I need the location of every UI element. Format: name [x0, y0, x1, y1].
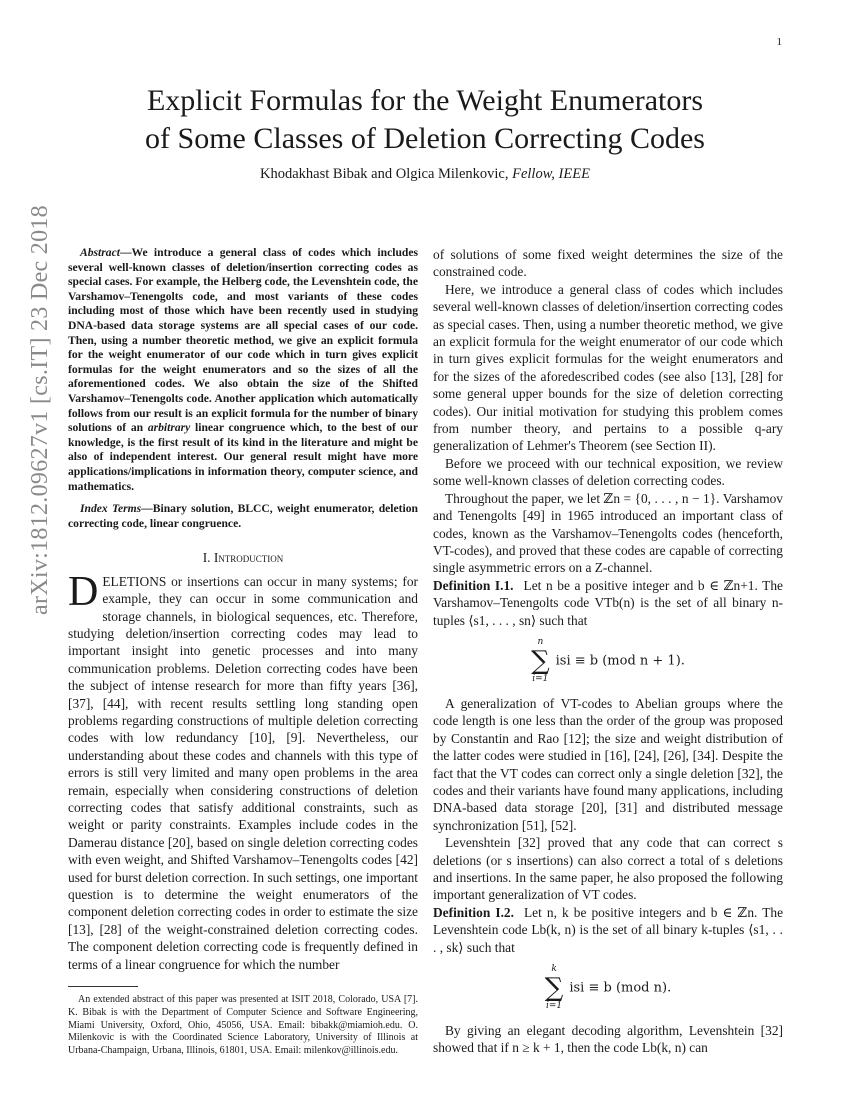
- authors: Khodakhast Bibak and Olgica Milenkovic,: [260, 166, 509, 182]
- author-affiliation: Fellow, IEEE: [512, 166, 590, 182]
- equation-1: [433, 637, 783, 685]
- sigma-symbol: ∑: [544, 973, 564, 1004]
- definition-2: [433, 904, 783, 956]
- sum-upper: k: [551, 964, 557, 975]
- paragraph: By giving an elegant decoding algorithm, Levenshtein [32] showed that if n ≥ k + 1, then the code Lb(k, n) can: [433, 1023, 783, 1056]
- sum-upper: n: [537, 636, 544, 647]
- title-line-2: of Some Classes of Deletion Correcting Codes: [145, 122, 705, 155]
- abstract-label: Abstract: [80, 246, 120, 259]
- title-line-1: Explicit Formulas for the Weight Enumerators: [146, 84, 704, 117]
- right-column: [433, 246, 783, 1057]
- definition-1: [433, 577, 783, 629]
- intro-text: ELETIONS or insertions can occur in many systems; for example, they can occur in some communication and storage channels, in biological sequences, etc. Therefore, studying deletion/insertion correcting codes may lead to important insight into genetic processes and into many communication problems. Deletion correcting codes have been the subject of intense research for more than fifty years [36], [37], [44], with recent results settling long standing open problems regarding constructions of multiple deletion correcting codes with low redundancy [10], [9]. Nevertheless, our understanding about these codes and channels with this type of errors is still very limited and many open problems in the area remain, especially when considering constructions of deletion correcting codes that satisfy additional constraints, such as weight or parity constraints. Examples include codes in the Damerau distance [20], based on single deletion correcting codes with even weight, and Shifted Varshamov–Tenengolts codes [42] used for burst deletion correction. In such settings, one important question is to determine the weight enumerators of the component deletion correcting codes in order to estimate the size [13], [28] of the weight-constrained deletion correcting codes. The component deletion correcting code is frequently defined in terms of a linear congruence for which the number: [68, 573, 418, 972]
- paragraph: Levenshtein [32] proved that any code that can correct s deletions (or s insertions) can also correct a total of s deletions and insertions. In the same paper, he also proposed the following important generalization of VT codes.: [433, 835, 783, 903]
- definition-1-text: Let n be a positive integer and b ∈ ℤn+1. The Varshamov–Tenengolts code VTb(n) is the set of all binary n-tuples ⟨s1, . . . , sn⟩ such that: [433, 577, 784, 628]
- definition-2-text: Let n, k be positive integers and b ∈ ℤn. The Levenshtein code Lb(k, n) is the set of all binary k-tuples ⟨s1, . . . , sk⟩ such that: [433, 904, 784, 955]
- paragraph: A generalization of VT-codes to Abelian groups where the code length is one less than the order of the group was proposed by Constantin and Rao [12]; the size and weight distribution of the latter codes were studied in [16], [24], [26], [34]. Despite the fact that the VT codes can correct only a single deletion [32], the codes and their variants have found many applications, including DNA-based data storage [20], [31] and distributed message synchronization [51], [52].: [433, 695, 783, 833]
- definition-2-heading: Definition I.2.: [433, 904, 514, 920]
- page-number: 1: [776, 36, 782, 48]
- author-line: [60, 166, 790, 183]
- drop-cap: D: [68, 568, 99, 615]
- intro-paragraph: [68, 568, 418, 973]
- equation-2: [433, 964, 783, 1012]
- index-terms-text: —Binary solution, BLCC, weight enumerator, deletion correcting code, linear congruence.: [68, 502, 418, 530]
- summation: [531, 637, 550, 685]
- sum-lower: i=1: [545, 1001, 563, 1012]
- paragraph: Here, we introduce a general class of codes which includes several well-known classes of deletion/insertion correcting codes as special cases. Then, using a number theoretic method, we give an explicit formula for the weight enumerator of our code which in turn gives explicit formulas for the weight enumerators and for the sizes of the aforedescribed codes (see also [13], [28] for some general upper bounds for the size of deletion correcting codes). Our initial motivation for studying this problem comes from number theory, and pertains to a possible q-ary generalization of Lehmer's Theorem (see Section II).: [433, 281, 783, 454]
- footnote: An extended abstract of this paper was presented at ISIT 2018, Colorado, USA [7]. K. Bibak is with the Department of Computer Science and Software Engineering, Miami University, Oxford, Ohio, 45056, USA. Email: bibakk@miamioh.edu. O. Milenkovic is with the Coordinated Science Laboratory, University of Illinois at Urbana-Champaign, Urbana, Illinois, 61801, USA. Email: milenkov@illinois.edu.: [68, 994, 418, 1057]
- abstract-text-1: —We introduce a general class of codes which includes several well-known classes of deletion/insertion correcting codes as special cases. For example, the Helberg code, the Levenshtein code, the Varshamov–Tenengolts code, and most variants of these codes including most of those which have been recently used in studying DNA-based data storage systems are all special cases of our code. Then, using a number theoretic method, we give an explicit formula for the weight enumerator of our code which in turn gives explicit formulas for the weight enumerators and so the sizes of all the aforementioned codes. We also obtain the size of the Shifted Varshamov–Tenengolts code. Another application which automatically follows from our result is an explicit formula for the number of binary solutions of an: [68, 246, 418, 435]
- definition-1-heading: Definition I.1.: [433, 577, 514, 593]
- summation: [545, 964, 564, 1012]
- index-terms-label: Index Terms: [80, 502, 142, 516]
- section-heading: I. Introduction: [202, 550, 284, 566]
- paper-title: [60, 82, 790, 158]
- footnote-rule: [68, 986, 138, 987]
- abstract-text-2: linear congruence which, to the best of our knowledge, is the first result of its kind in the literature and might be also of independent interest. Our general result might have more applications/implications in information theory, computer science, and mathematics.: [68, 421, 418, 493]
- equation-body: isi ≡ b (mod n).: [569, 980, 672, 996]
- abstract: [68, 246, 418, 494]
- sum-lower: i=1: [532, 673, 549, 684]
- paragraph: Throughout the paper, we let ℤn = {0, . . . , n − 1}. Varshamov and Tenengolts [49] in 1965 introduced an important class of codes, known as the Varshamov–Tenengolts codes (henceforth, VT-codes), and proved that these codes are capable of correcting single asymmetric errors on a Z-channel.: [433, 490, 783, 576]
- paragraph: of solutions of some fixed weight determines the size of the constrained code.: [433, 247, 783, 280]
- arxiv-stamp: arXiv:1812.09627v1 [cs.IT] 23 Dec 2018: [27, 205, 53, 615]
- sigma-symbol: ∑: [531, 645, 550, 676]
- paragraph: Before we proceed with our technical exposition, we review some well-known classes of deletion correcting codes.: [433, 455, 783, 489]
- abstract-emphasis: arbitrary: [147, 421, 191, 435]
- index-terms: [68, 502, 418, 531]
- equation-body: isi ≡ b (mod n + 1).: [555, 653, 685, 669]
- left-column: [68, 246, 418, 973]
